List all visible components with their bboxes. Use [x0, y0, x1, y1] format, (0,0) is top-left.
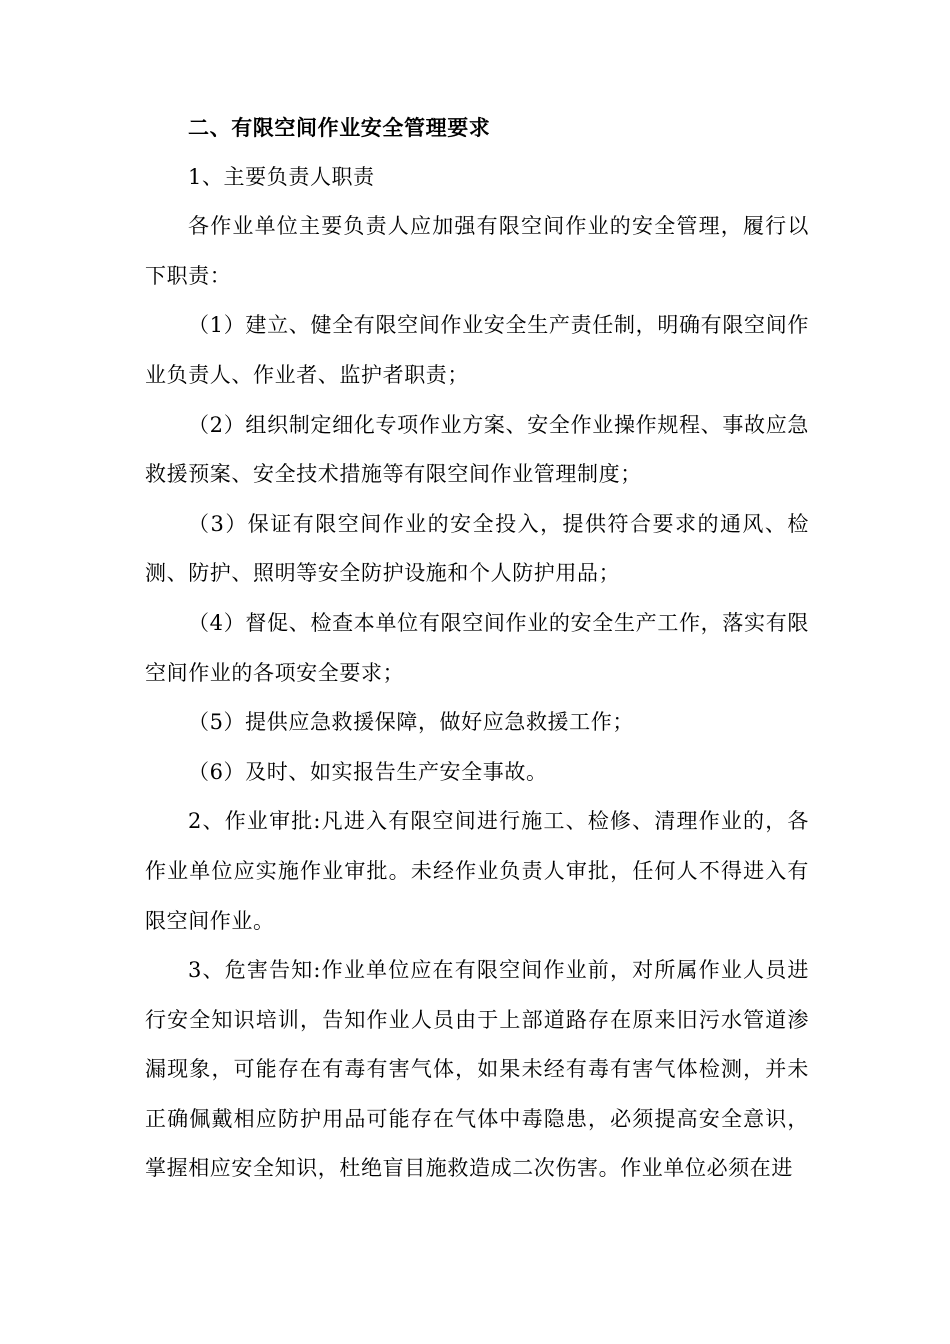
paragraph-intro: 各作业单位主要负责人应加强有限空间作业的安全管理，履行以下职责： — [145, 214, 809, 288]
document-body — [145, 103, 809, 1194]
paragraph-hazard-notice: 3、危害告知:作业单位应在有限空间作业前，对所属作业人员进行安全知识培训，告知作业人员由于上部道路存在原来旧污水管道渗漏现象，可能存在有毒有害气体，如果未经有毒有害气体检测，并未正确佩戴相应防护用品可能存在气体中毒隐患，必须提高安全意识，掌握相应安全知识，杜绝盲目施救造成二次伤害。作业单位必须在进 — [145, 958, 809, 1181]
list-item-1: （1）建立、健全有限空间作业安全生产责任制，明确有限空间作业负责人、作业者、监护者职责； — [145, 313, 809, 387]
list-item-4: （4）督促、检查本单位有限空间作业的安全生产工作，落实有限空间作业的各项安全要求； — [145, 610, 809, 685]
paragraph-approval: 2、作业审批:凡进入有限空间进行施工、检修、清理作业的，各作业单位应实施作业审批。未经作业负责人审批，任何人不得进入有限空间作业。 — [145, 809, 809, 933]
subsection-title-responsibilities: 1、主要负责人职责 — [188, 164, 375, 189]
list-item-5: （5）提供应急救援保障，做好应急救援工作； — [188, 710, 634, 735]
section-heading: 二、有限空间作业安全管理要求 — [188, 115, 491, 140]
list-item-6: （6）及时、如实报告生产安全事故。 — [188, 759, 548, 784]
list-item-3: （3）保证有限空间作业的安全投入，提供符合要求的通风、检测、防护、照明等安全防护设施和个人防护用品； — [145, 511, 809, 586]
list-item-2: （2）组织制定细化专项作业方案、安全作业操作规程、事故应急救援预案、安全技术措施等有限空间作业管理制度； — [145, 412, 809, 487]
